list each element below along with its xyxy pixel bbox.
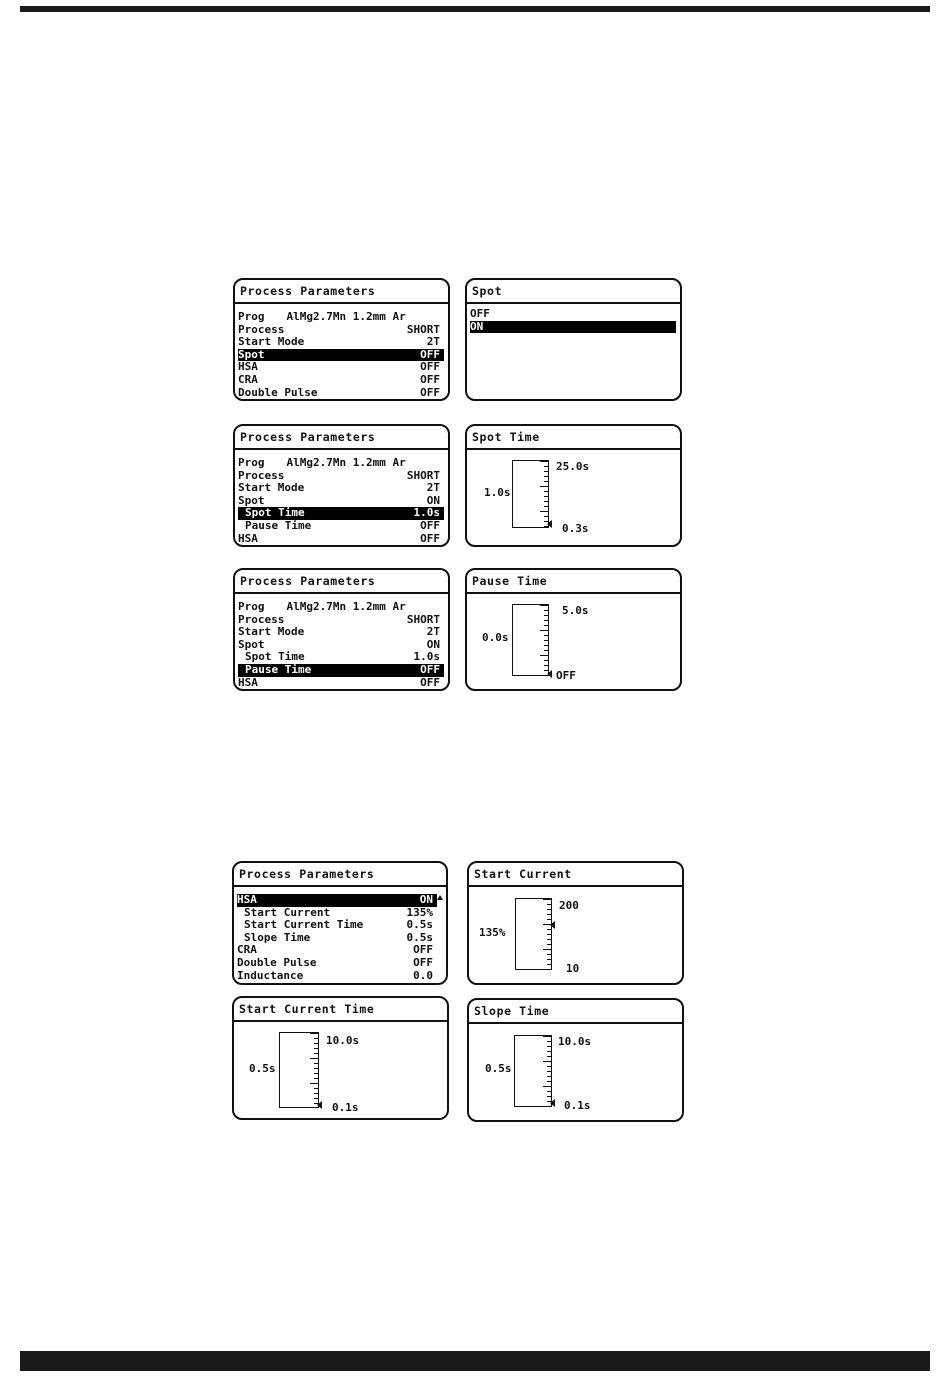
param-row-slope-time[interactable] bbox=[237, 932, 437, 945]
value-slider[interactable] bbox=[514, 1035, 552, 1107]
param-value: 1.0s bbox=[413, 506, 440, 520]
param-row-pause-time[interactable] bbox=[238, 520, 444, 533]
screen-title: Start Current bbox=[469, 863, 682, 887]
param-value: OFF bbox=[420, 347, 440, 361]
param-value: OFF bbox=[420, 675, 440, 689]
current-value: 0.0s bbox=[482, 631, 509, 644]
process-parameters-screen-3 bbox=[233, 568, 450, 691]
min-value: 0.1s bbox=[564, 1099, 591, 1112]
param-label: Double Pulse bbox=[237, 955, 317, 969]
value-slider[interactable] bbox=[512, 460, 549, 528]
param-program: AlMg2.7Mn 1.2mm Ar bbox=[286, 456, 406, 469]
param-value: 0.5s bbox=[406, 918, 433, 932]
param-label: Start Current bbox=[244, 905, 331, 919]
param-label: Prog bbox=[238, 456, 265, 469]
param-value: 0.0 bbox=[413, 968, 433, 982]
current-value: 0.5s bbox=[249, 1062, 276, 1075]
screen-title: Process Parameters bbox=[235, 280, 448, 304]
slider-marker-icon bbox=[547, 520, 552, 528]
min-value: 10 bbox=[566, 962, 580, 975]
param-row-cra[interactable] bbox=[238, 374, 444, 387]
slider-ticks bbox=[310, 1033, 318, 1107]
option-on[interactable]: ON bbox=[470, 321, 676, 334]
param-label: Prog bbox=[238, 310, 265, 323]
param-label: Start Mode bbox=[238, 335, 305, 349]
param-value: 2T bbox=[426, 481, 440, 495]
param-value: SHORT bbox=[406, 322, 440, 336]
param-row-start-current-time[interactable] bbox=[237, 919, 437, 932]
value-slider[interactable] bbox=[279, 1032, 319, 1108]
param-label: HSA bbox=[237, 893, 257, 906]
param-label: Spot bbox=[238, 347, 265, 361]
param-value: 2T bbox=[426, 335, 440, 349]
max-value: 10.0s bbox=[558, 1035, 592, 1048]
param-label: Start Mode bbox=[238, 625, 305, 639]
param-label: Process bbox=[238, 322, 285, 336]
slider-marker-icon bbox=[547, 670, 552, 678]
param-row-hsa[interactable] bbox=[238, 361, 444, 374]
spot-screen bbox=[465, 278, 682, 401]
param-label: Start Current Time bbox=[244, 918, 364, 932]
screen-title: Slope Time bbox=[469, 1000, 682, 1024]
param-value: OFF bbox=[420, 531, 440, 545]
screen-title: Pause Time bbox=[467, 570, 680, 594]
slider-ticks bbox=[540, 605, 548, 675]
param-label: Spot Time bbox=[245, 506, 305, 520]
param-program: AlMg2.7Mn 1.2mm Ar bbox=[286, 600, 406, 613]
param-value: OFF bbox=[420, 360, 440, 374]
param-value: OFF bbox=[413, 955, 433, 969]
screen-title: Process Parameters bbox=[235, 426, 448, 450]
slider-ticks bbox=[540, 461, 548, 527]
screen-title: Start Current Time bbox=[234, 998, 447, 1022]
param-label: Slope Time bbox=[244, 930, 311, 944]
param-value: OFF bbox=[420, 518, 440, 532]
slider-ticks bbox=[543, 899, 551, 969]
spot-time-screen bbox=[465, 424, 682, 547]
param-row-start-mode[interactable] bbox=[238, 336, 444, 349]
param-label: Spot bbox=[238, 637, 265, 651]
min-value: OFF bbox=[556, 669, 576, 682]
param-row-inductance[interactable] bbox=[237, 970, 437, 983]
process-parameters-screen-4 bbox=[232, 861, 448, 985]
param-value: 2T bbox=[426, 625, 440, 639]
param-label: Spot bbox=[238, 493, 265, 507]
screen-title: Spot bbox=[467, 280, 680, 304]
start-current-time-screen bbox=[232, 996, 449, 1120]
top-rule bbox=[20, 6, 930, 12]
param-row-hsa[interactable] bbox=[238, 533, 444, 546]
param-value: SHORT bbox=[406, 612, 440, 626]
param-value: OFF bbox=[420, 372, 440, 386]
param-row-start-mode[interactable] bbox=[238, 626, 444, 639]
param-value: SHORT bbox=[406, 468, 440, 482]
param-row-hsa[interactable] bbox=[238, 677, 444, 690]
start-current-screen bbox=[467, 861, 684, 985]
process-parameters-screen-1 bbox=[233, 278, 450, 401]
param-label: CRA bbox=[238, 372, 258, 386]
param-label: Pause Time bbox=[245, 662, 312, 676]
slider-ticks bbox=[543, 1036, 551, 1106]
param-value: 1.0s bbox=[413, 650, 440, 664]
slider-marker-icon bbox=[550, 1099, 555, 1107]
param-value: ON bbox=[426, 637, 440, 651]
process-parameters-screen-2 bbox=[233, 424, 450, 547]
pause-time-screen bbox=[465, 568, 682, 691]
param-value: 0.5s bbox=[406, 930, 433, 944]
param-value: OFF bbox=[413, 943, 433, 957]
param-row-prog[interactable] bbox=[238, 457, 444, 470]
slider-marker-icon bbox=[317, 1101, 322, 1109]
param-value: OFF bbox=[420, 385, 440, 399]
param-label: Spot Time bbox=[245, 650, 305, 664]
param-value: ON bbox=[426, 493, 440, 507]
param-label: Pause Time bbox=[245, 518, 312, 532]
min-value: 0.3s bbox=[562, 522, 589, 535]
param-row-hsa[interactable] bbox=[237, 894, 437, 907]
bottom-rule bbox=[20, 1351, 930, 1371]
param-label: Inductance bbox=[237, 968, 304, 982]
min-value: 0.1s bbox=[332, 1101, 359, 1114]
param-value: OFF bbox=[420, 662, 440, 676]
param-program: AlMg2.7Mn 1.2mm Ar bbox=[286, 310, 406, 323]
param-value: ON bbox=[419, 893, 433, 906]
param-label: Prog bbox=[238, 600, 265, 613]
slope-time-screen bbox=[467, 998, 684, 1122]
option-off[interactable]: OFF bbox=[470, 307, 490, 320]
param-row-prog[interactable] bbox=[238, 601, 444, 614]
param-label: HSA bbox=[238, 675, 258, 689]
screen-title: Process Parameters bbox=[235, 570, 448, 594]
max-value: 5.0s bbox=[562, 604, 589, 617]
param-label: HSA bbox=[238, 360, 258, 374]
param-label: Double Pulse bbox=[238, 385, 318, 399]
current-value: 1.0s bbox=[484, 486, 511, 499]
current-value: 135% bbox=[479, 926, 506, 939]
max-value: 25.0s bbox=[556, 460, 590, 473]
param-label: Start Mode bbox=[238, 481, 305, 495]
param-value: 135% bbox=[406, 905, 433, 919]
param-row-double-pulse[interactable] bbox=[237, 957, 437, 970]
param-label: Process bbox=[238, 468, 285, 482]
param-row-prog[interactable] bbox=[238, 311, 444, 324]
screen-title: Process Parameters bbox=[234, 863, 446, 887]
param-row-pause-time[interactable] bbox=[238, 664, 444, 677]
param-label: HSA bbox=[238, 531, 258, 545]
screen-title: Spot Time bbox=[467, 426, 680, 450]
param-label: CRA bbox=[237, 943, 257, 957]
param-label: Process bbox=[238, 612, 285, 626]
current-value: 0.5s bbox=[485, 1062, 512, 1075]
slider-marker-icon bbox=[550, 921, 555, 929]
param-row-start-mode[interactable] bbox=[238, 482, 444, 495]
value-slider[interactable] bbox=[515, 898, 552, 970]
param-row-spot[interactable] bbox=[238, 349, 444, 362]
value-slider[interactable] bbox=[512, 604, 549, 676]
max-value: 10.0s bbox=[326, 1034, 360, 1047]
max-value: 200 bbox=[559, 899, 579, 912]
param-row-double-pulse[interactable] bbox=[238, 387, 444, 400]
scroll-up-icon bbox=[437, 895, 443, 900]
